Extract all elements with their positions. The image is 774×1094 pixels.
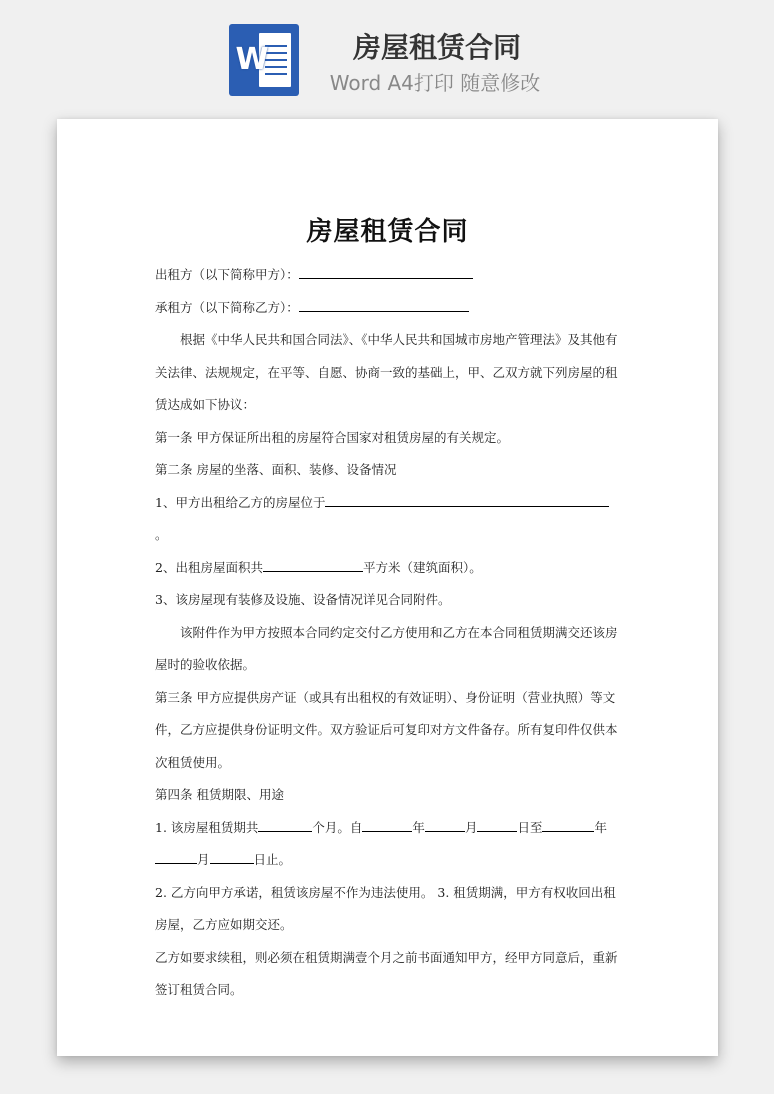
article-4-title: 第四条 租赁期限、用途 — [155, 787, 284, 802]
item-2-prefix: 2、出租房屋面积共 — [155, 559, 263, 575]
item-1-prefix: 1、甲方出租给乙方的房屋位于 — [155, 494, 326, 510]
address-blank — [325, 492, 609, 507]
preamble-paragraph: 根据《中华人民共和国合同法》、《中华人民共和国城市房地产管理法》及其他有关法律、法规规定，在平等、自愿、协商一致的基础上，甲、乙双方就下列房屋的租赁达成如下协议： — [155, 332, 618, 412]
article-2-item-3: 3、该房屋现有装修及设施、设备情况详见合同附件。 — [155, 592, 451, 607]
header-title: 房屋租赁合同 — [352, 31, 521, 64]
start-year-blank — [362, 817, 412, 832]
item-2-suffix: 平方米（建筑面积）。 — [362, 559, 482, 575]
area-blank — [263, 557, 363, 572]
lessor-line — [155, 259, 620, 292]
lessor-blank — [299, 264, 473, 279]
start-month-blank — [425, 817, 465, 832]
month-label: 月 — [464, 819, 478, 835]
day-end-label: 日止。 — [253, 852, 292, 867]
article-3: 第三条 甲方应提供房产证（或具有出租权的有效证明）、身份证明（营业执照）等文件，乙方应提供身份证明文件。双方验证后可复印对方文件备存。所有复印件仅供本次租赁使用。 — [155, 689, 618, 770]
end-year-blank — [542, 817, 594, 832]
article-2-title: 第二条 房屋的坐落、面积、装修、设备情况 — [155, 462, 397, 477]
article-2-item-2 — [155, 552, 620, 585]
day-to-label: 日至 — [517, 819, 543, 835]
document-title: 房屋租赁合同 — [306, 217, 469, 247]
month-label-2: 月 — [197, 852, 210, 867]
article-4-item-2: 2. 乙方向甲方承诺，租赁该房屋不作为违法使用。 3. 租赁期满，甲方有权收回出租房屋，乙方应如期交还。 — [155, 884, 616, 932]
end-month-blank — [155, 849, 197, 864]
article-4-item-1 — [155, 812, 620, 877]
term-from: 个月。自 — [312, 819, 363, 835]
lessee-line — [155, 292, 620, 325]
months-blank — [258, 817, 312, 832]
lessee-label: 承租方（以下简称乙方）： — [155, 299, 299, 315]
lessor-label: 出租方（以下简称甲方）： — [155, 267, 299, 282]
lessee-blank — [299, 297, 469, 312]
article-4-renewal: 乙方如要求续租，则必须在租赁期满壹个月之前书面通知甲方，经甲方同意后，重新签订租赁合同。 — [155, 949, 618, 997]
end-day-blank — [210, 849, 254, 864]
start-day-blank — [477, 817, 517, 832]
article-2-item-1 — [155, 487, 620, 552]
article-1: 第一条 甲方保证所出租的房屋符合国家对租赁房屋的有关规定。 — [155, 429, 509, 445]
item-1-suffix: 。 — [155, 527, 168, 542]
word-doc-icon — [229, 24, 299, 96]
year-label-2: 年 — [594, 819, 607, 835]
article-2-note: 该附件作为甲方按照本合同约定交付乙方使用和乙方在本合同租赁期满交还该房屋时的验收依据。 — [155, 624, 618, 672]
year-label: 年 — [412, 819, 425, 835]
header-subtitle: Word A4打印 随意修改 — [329, 71, 541, 95]
word-letter: W — [235, 42, 269, 77]
document-body — [155, 259, 620, 1007]
term-prefix: 1. 该房屋租赁期共 — [155, 819, 259, 835]
page-header — [0, 0, 774, 110]
document-page — [57, 119, 718, 1056]
